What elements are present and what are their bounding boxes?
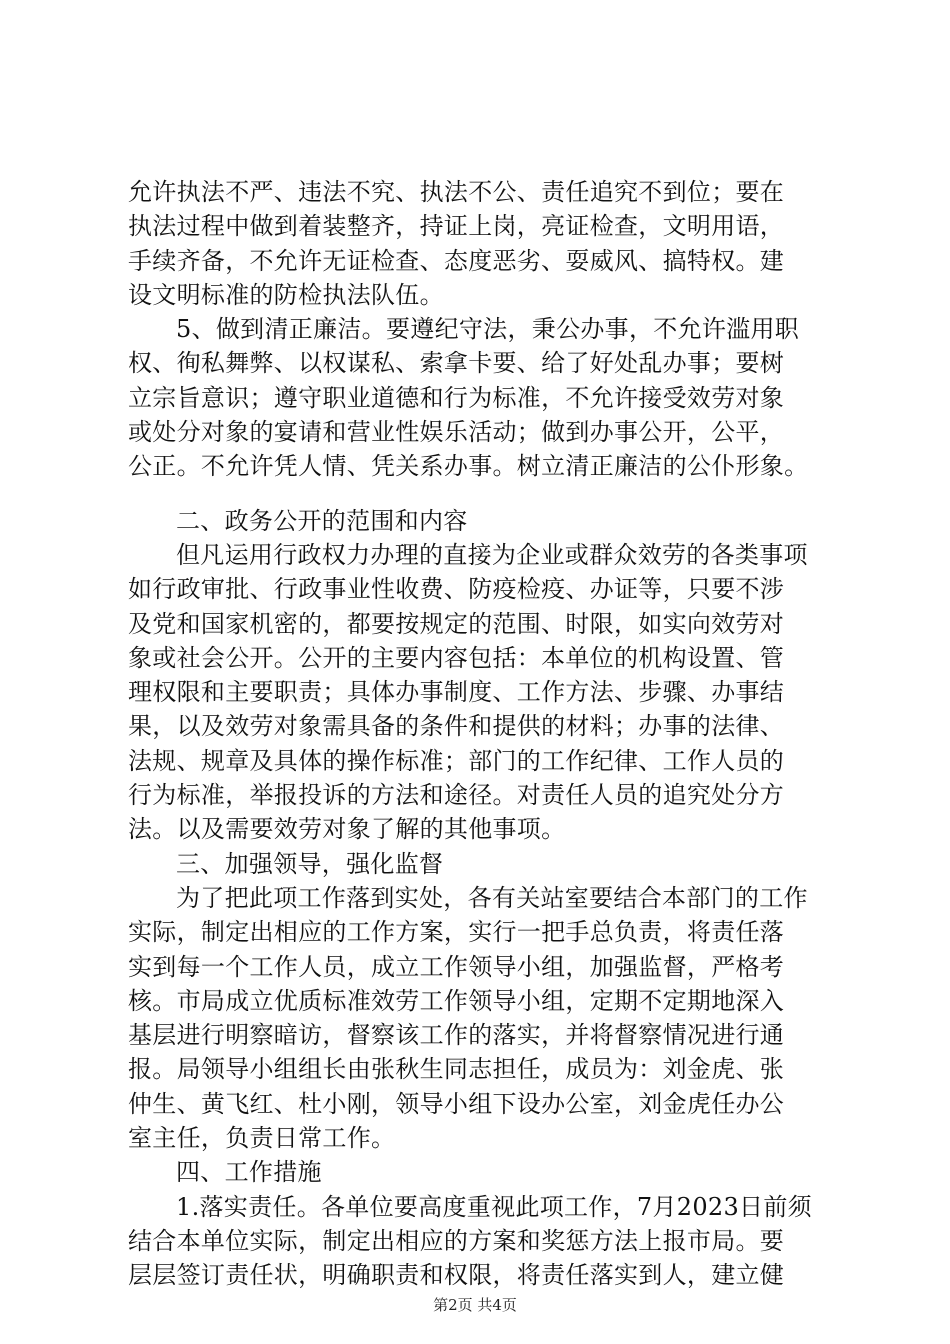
- text-line: 或处分对象的宴请和营业性娱乐活动；做到办事公开，公平，: [128, 418, 785, 447]
- text-line: 实到每一个工作人员，成立工作领导小组，加强监督，严格考: [128, 952, 785, 981]
- page-number-footer: 第2页 共4页: [433, 1296, 517, 1314]
- text-line: 象或社会公开。公开的主要内容包括：本单位的机构设置、管: [128, 643, 785, 672]
- document-body: [128, 175, 828, 1293]
- text-line: 法规、规章及具体的操作标准；部门的工作纪律、工作人员的: [128, 746, 785, 775]
- text-line: 允许执法不严、违法不究、执法不公、责任追究不到位；要在: [128, 178, 785, 206]
- text-line: 基层进行明察暗访，督察该工作的落实，并将督察情况进行通: [128, 1021, 785, 1050]
- text-line: 如行政审批、行政事业性收费、防疫检疫、办证等，只要不涉: [128, 575, 785, 604]
- paragraph-start-line: 但凡运用行政权力办理的直接为企业或群众效劳的各类事项: [176, 540, 808, 569]
- text-line: 室主任，负责日常工作。: [128, 1124, 396, 1153]
- text-line: 设文明标准的防检执法队伍。: [128, 280, 444, 309]
- paragraph-gap: [128, 484, 828, 504]
- text-line: 果，以及效劳对象需具备的条件和提供的材料；办事的法律、: [128, 712, 785, 741]
- section-heading: 三、加强领导，强化监督: [176, 849, 444, 878]
- text-line: 执法过程中做到着装整齐，持证上岗，亮证检查，文明用语，: [128, 212, 785, 241]
- paragraph-start-line: 5、做到清正廉洁。要遵纪守法，秉公办事，不允许滥用职: [176, 315, 800, 344]
- text-line: 权、徇私舞弊、以权谋私、索拿卡要、给了好处乱办事；要树: [128, 349, 785, 378]
- text-line: 行为标准，举报投诉的方法和途径。对责任人员的追究处分方: [128, 781, 785, 810]
- section-heading: 四、工作措施: [176, 1158, 322, 1187]
- text-line: 立宗旨意识；遵守职业道德和行为标准，不允许接受效劳对象: [128, 383, 785, 412]
- text-line: 仲生、黄飞红、杜小刚，领导小组下设办公室，刘金虎任办公: [128, 1089, 785, 1118]
- text-line: 核。市局成立优质标准效劳工作领导小组，定期不定期地深入: [128, 986, 785, 1015]
- text-line: 报。局领导小组组长由张秋生同志担任，成员为：刘金虎、张: [128, 1055, 785, 1084]
- text-line: 公正。不允许凭人情、凭关系办事。树立清正廉洁的公仆形象。: [128, 452, 809, 481]
- text-line: 实际，制定出相应的工作方案，实行一把手总负责，将责任落: [128, 918, 785, 947]
- text-line: 结合本单位实际，制定出相应的方案和奖惩方法上报市局。要: [128, 1226, 785, 1255]
- text-line: 法。以及需要效劳对象了解的其他事项。: [128, 815, 566, 844]
- text-line: 及党和国家机密的，都要按规定的范围、时限，如实向效劳对: [128, 609, 785, 638]
- text-line: 手续齐备，不允许无证检查、态度恶劣、耍威风、搞特权。建: [128, 246, 785, 275]
- section-heading: 二、政务公开的范围和内容: [176, 506, 468, 535]
- text-line: 层层签订责任状，明确职责和权限，将责任落实到人，建立健: [128, 1261, 785, 1290]
- paragraph-start-line: 为了把此项工作落到实处，各有关站室要结合本部门的工作: [176, 883, 808, 912]
- text-line: 理权限和主要职责；具体办事制度、工作方法、步骤、办事结: [128, 678, 785, 707]
- paragraph-start-line: 1.落实责任。各单位要高度重视此项工作，7月2023日前须: [176, 1192, 812, 1221]
